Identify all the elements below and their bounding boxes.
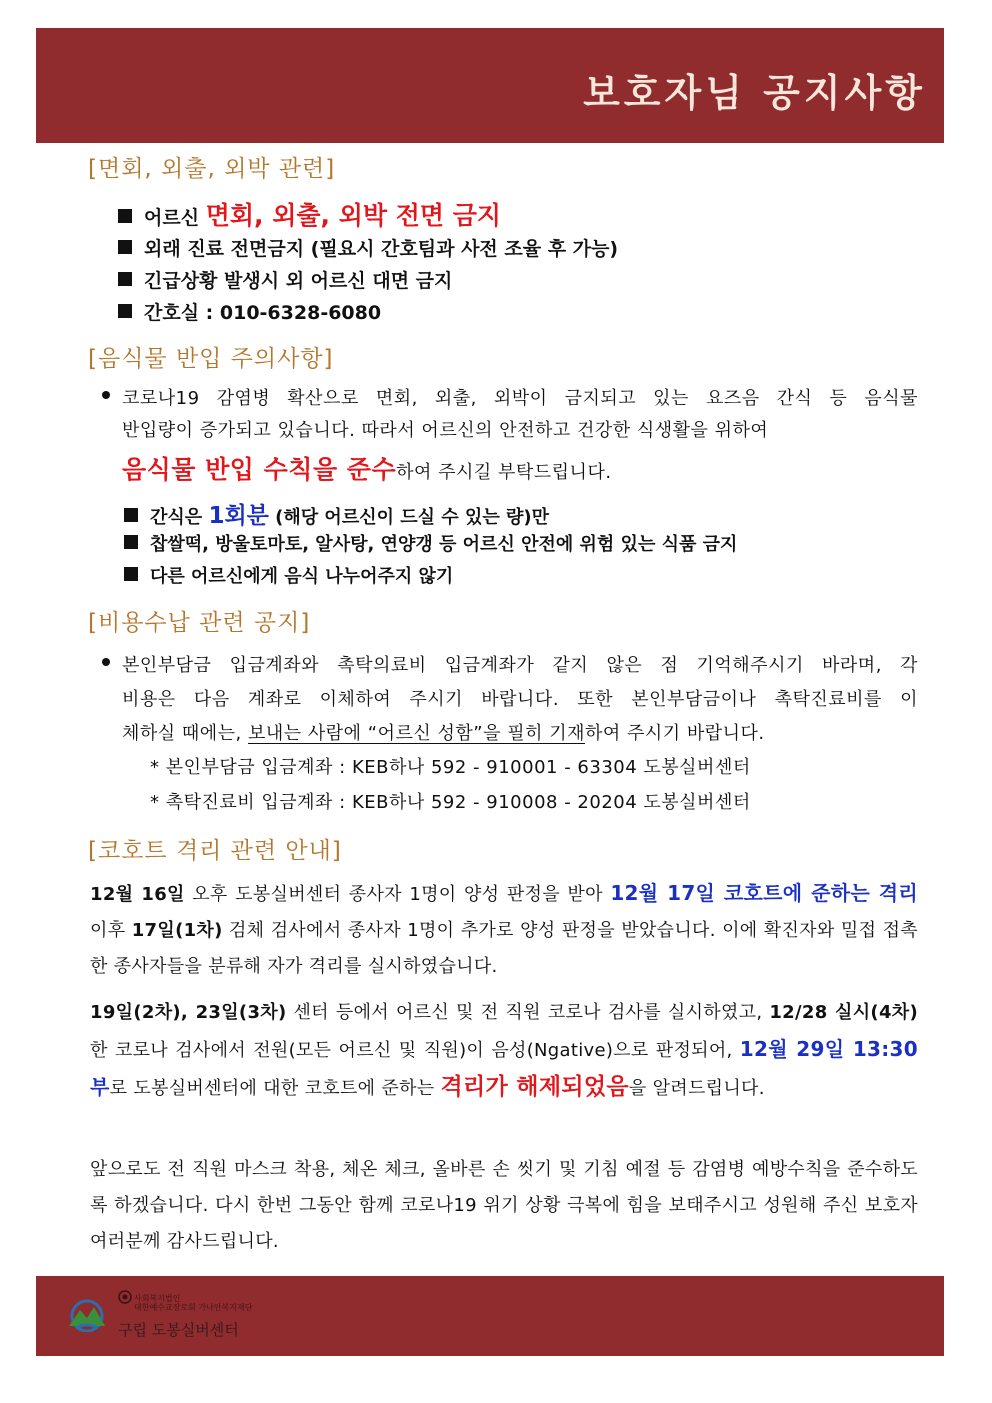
cohort-paragraph-1: 12월 16일 오후 도봉실버센터 종사자 1명이 양성 판정을 받아 12월 17일 코호트에 준하는 격리 이후 17일(1차) 검체 검사에서 종사자 1명이 추가로 양성 판정을 받았습니다. 이에 확진자와 밀접 접촉한 종사자들을 분류해 자가 격리를 실시하였습니다. [90, 881, 918, 977]
food-item-1: 간식은 1회분 (해당 어르신이 드실 수 있는 량)만 [124, 497, 549, 530]
square-bullet-icon [124, 567, 138, 581]
payment-line-2: 비용은 다음 계좌로 이체하여 주시기 바랍니다. 또한 본인부담금이나 촉탁진료비를 이 [122, 689, 918, 710]
square-bullet-icon [118, 272, 132, 286]
section-heading-cohort: [코호트 격리 관련 안내] [88, 838, 342, 864]
cohort-paragraph-2: 19일(2차), 23일(3차) 센터 등에서 어르신 및 전 직원 코로나 검사를 실시하였고, 12/28 실시(4차) 한 코로나 검사에서 전원(모든 어르신 및 직원)이 음성(Ngative)으로 판정되어, 12월 29일 13:30부로 도봉실버센터에 대한 코호트에 준하는 격리가 해제되었음을 알려드립니다. [90, 1002, 919, 1100]
round-bullet-icon [100, 388, 114, 402]
visit-item-3: 긴급상황 발생시 외 어르신 대면 금지 [118, 266, 452, 293]
visit-item-4: 간호실 : 010-6328-6080 [118, 298, 381, 325]
square-bullet-icon [124, 508, 138, 522]
visit-item-1: 어르신 면회, 외출, 외박 전면 금지 [118, 196, 501, 232]
section-heading-payment: [비용수납 관련 공지] [88, 610, 311, 636]
payment-line-3: 체하실 때에는, 보내는 사람에 “어르신 성함”을 필히 기재하여 주시기 바랍니다. [122, 723, 765, 744]
header-banner [36, 28, 944, 143]
cohort-paragraph-3: 앞으로도 전 직원 마스크 착용, 체온 체크, 올바른 손 씻기 및 기침 예절 등 감염병 예방수칙을 준수하도록 하겠습니다. 다시 한번 그동안 함께 코로나19 위기 상황 극복에 힘을 보태주시고 성원해 주신 보호자 여러분께 감사드립니다. [90, 1159, 918, 1252]
section-heading-visit: [면회, 외출, 외박 관련] [88, 156, 336, 182]
mountain-logo-icon [66, 1298, 108, 1332]
footer-banner [36, 1276, 944, 1356]
visit-item-2: 외래 진료 전면금지 (필요시 간호팀과 사전 조율 후 가능) [118, 234, 618, 261]
food-line-2: 반입량이 증가되고 있습니다. 따라서 어르신의 안전하고 건강한 식생활을 위하여 [122, 420, 769, 441]
account-1: * 본인부담금 입금계좌 : KEB하나 592 - 910001 - 63304 도봉실버센터 [150, 757, 751, 778]
seal-icon [118, 1290, 132, 1304]
round-bullet-icon [100, 655, 114, 669]
account-2: * 촉탁진료비 입금계좌 : KEB하나 592 - 910008 - 20204 도봉실버센터 [150, 792, 751, 813]
food-item-2: 찹쌀떡, 방울토마토, 알사탕, 연양갱 등 어르신 안전에 위험 있는 식품 금지 [124, 530, 737, 556]
food-item-3: 다른 어르신에게 음식 나누어주지 않기 [124, 562, 453, 588]
org-subtitle: 사회복지법인 대한예수교장로회 가나안복지재단 [134, 1294, 253, 1312]
food-line-3: 음식물 반입 수칙을 준수하여 주시길 부탁드립니다. [122, 455, 612, 484]
food-line-1: 코로나19 감염병 확산으로 면회, 외출, 외박이 금지되고 있는 요즈음 간식 등 음식물 [122, 388, 918, 409]
page-title: 보호자님 공지사항 [583, 71, 926, 115]
payment-line-1: 본인부담금 입금계좌와 촉탁의료비 입금계좌가 같지 않은 점 기억해주시기 바라며, 각 [122, 655, 918, 676]
square-bullet-icon [124, 535, 138, 549]
square-bullet-icon [118, 209, 132, 223]
square-bullet-icon [118, 240, 132, 254]
square-bullet-icon [118, 304, 132, 318]
section-heading-food: [음식물 반입 주의사항] [88, 346, 334, 372]
org-name: 구립 도봉실버센터 [118, 1321, 239, 1339]
